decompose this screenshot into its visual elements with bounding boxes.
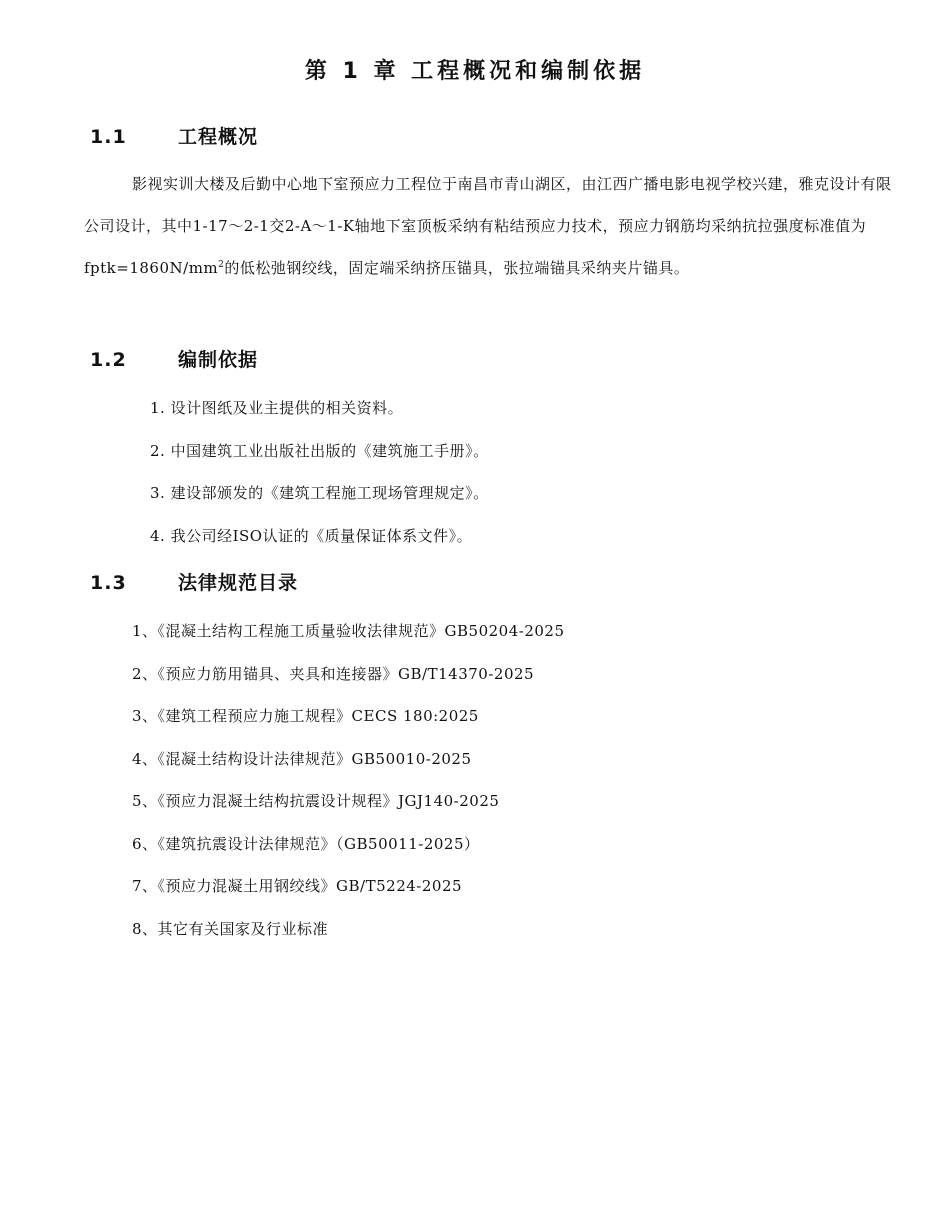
chapter-title: 第 1 章 工程概况和编制依据 [304,59,646,84]
list-item: 1、《混凝土结构工程施工质量验收法律规范》GB50204-2025 [132,622,565,640]
section-title: 法律规范目录 [178,572,299,594]
section-number: 1.1 [90,126,127,148]
law-list [132,610,565,950]
list-item: 4、《混凝土结构设计法律规范》GB50010-2025 [132,749,472,768]
overview-superscript: 2 [218,260,225,270]
overview-text-main: 影视实训大楼及后勤中心地下室预应力工程位于南昌市青山湖区，由江西广播电影电视学校兴建，雅克设计有限公司设计，其中1-17～2-1交2-A～1-K轴地下室顶板采纳有粘结预应力技术，预应力钢筋均采纳抗拉强度标准值为fptk=1860N/mm [84,175,892,277]
section-heading-laws [90,568,298,595]
list-item: 1. 设计图纸及业主提供的相关资料。 [150,399,404,417]
overview-paragraph [84,163,894,289]
list-item: 4. 我公司经ISO认证的《质量保证体系文件》。 [150,526,473,545]
overview-text-end: 的低松弛钢绞线，固定端采纳挤压锚具，张拉端锚具采纳夹片锚具。 [224,259,690,277]
basis-list [150,387,489,557]
section-number: 1.3 [90,572,127,594]
list-item: 6、《建筑抗震设计法律规范》（GB50011-2025） [132,834,480,853]
section-number: 1.2 [90,349,127,371]
list-item: 8、其它有关国家及行业标准 [132,919,329,938]
section-title: 编制依据 [178,349,259,371]
section-heading-basis [90,345,258,372]
list-item: 3、《建筑工程预应力施工规程》CECS 180:2025 [132,707,479,725]
section-heading-overview [90,122,258,149]
list-item: 5、《预应力混凝土结构抗震设计规程》JGJ140-2025 [132,792,500,810]
section-title: 工程概况 [178,126,259,148]
list-item: 2. 中国建筑工业出版社出版的《建筑施工手册》。 [150,441,489,460]
list-item: 2、《预应力筋用锚具、夹具和连接器》GB/T14370-2025 [132,664,535,683]
list-item: 3. 建设部颁发的《建筑工程施工现场管理规定》。 [150,484,489,502]
list-item: 7、《预应力混凝土用钢绞线》GB/T5224-2025 [132,877,463,895]
